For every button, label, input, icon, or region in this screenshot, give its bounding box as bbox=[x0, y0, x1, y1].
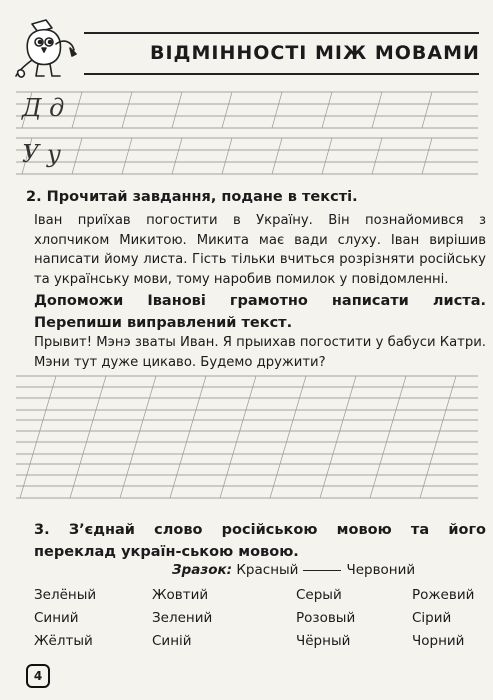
ukrainian-word-1[interactable]: Жовтий bbox=[152, 587, 209, 603]
page-title: ВІДМІННОСТІ МІЖ МОВАМИ bbox=[150, 42, 480, 64]
ukrainian-word-6[interactable]: Чорний bbox=[412, 633, 465, 649]
russian-word-2[interactable]: Синий bbox=[34, 610, 79, 626]
russian-word-4[interactable]: Серый bbox=[296, 587, 342, 603]
example-russian-word: Красный bbox=[236, 562, 299, 578]
ukrainian-word-4[interactable]: Рожевий bbox=[412, 587, 475, 603]
owl-mascot-illustration bbox=[12, 14, 82, 82]
task-2-letter: Прывит! Мэнэ зваты Иван. Я прыихав погостити у бабуси Катри. Мэни тут дуже цикаво. Будемо дружити? bbox=[34, 335, 486, 370]
ukrainian-word-2[interactable]: Зелений bbox=[152, 610, 213, 626]
russian-word-6[interactable]: Чёрный bbox=[296, 633, 351, 649]
title-rule-bottom bbox=[84, 73, 479, 75]
russian-word-5[interactable]: Розовый bbox=[296, 610, 356, 626]
cursive-letters-d: Д д bbox=[22, 94, 65, 122]
example-row bbox=[172, 562, 415, 578]
russian-word-3[interactable]: Жёлтый bbox=[34, 633, 93, 649]
writing-lines-task-2 bbox=[16, 372, 478, 507]
handwriting-practice-top bbox=[16, 88, 478, 178]
example-connector-line bbox=[303, 570, 341, 571]
task-2-title: 2. Прочитай завдання, подане в тексті. bbox=[26, 189, 358, 205]
example-ukrainian-word: Червоний bbox=[346, 562, 416, 578]
ukrainian-word-3[interactable]: Синій bbox=[152, 633, 192, 649]
title-rule-top bbox=[84, 32, 479, 34]
task-2-intro: Іван приїхав погостити в Україну. Він познайомився з хлопчиком Микитою. Микита має вади слуху. Іван вирішив написати йому листа. Гість тільки вчиться розрізняти російську та українську мови, тому наробив помилок у повідомленні. bbox=[34, 213, 486, 287]
ukrainian-word-5[interactable]: Сірий bbox=[412, 610, 452, 626]
cursive-letters-u: У у bbox=[22, 140, 61, 168]
example-label: Зразок: bbox=[172, 562, 233, 578]
task-3-title: 3. З’єднай слово російською мовою та його переклад україн-ською мовою. bbox=[34, 522, 486, 560]
russian-word-1[interactable]: Зелёный bbox=[34, 587, 97, 603]
page-number: 4 bbox=[26, 664, 50, 688]
task-2-instruction: Допоможи Іванові грамотно написати листа. Перепиши виправлений текст. bbox=[34, 293, 486, 331]
